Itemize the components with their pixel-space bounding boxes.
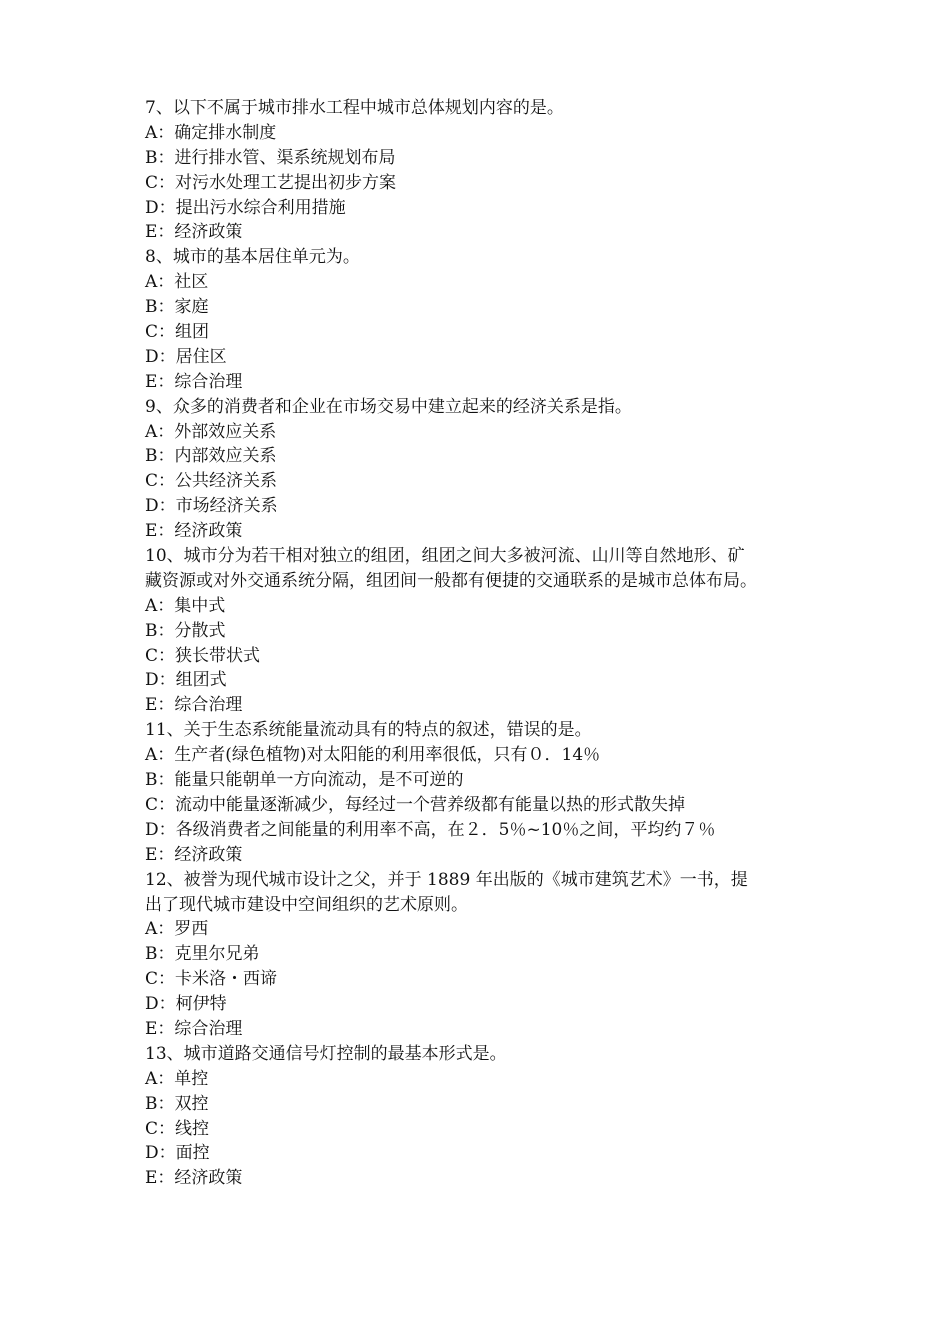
option-a: A：外部效应关系 <box>145 421 277 442</box>
option-e: E：综合治理 <box>145 695 243 716</box>
question-8 <box>145 245 825 394</box>
question-text: 11、关于生态系统能量流动具有的特点的叙述，错误的是。 <box>145 720 592 741</box>
option-d: D：柯伊特 <box>145 994 227 1015</box>
option-d: D：提出污水综合利用措施 <box>145 197 346 218</box>
option-b: B：内部效应关系 <box>145 446 277 467</box>
question-text: 10、城市分为若干相对独立的组团，组团之间大多被河流、山川等自然地形、矿 <box>145 546 745 567</box>
option-c: C：流动中能量逐渐减少，每经过一个营养级都有能量以热的形式散失掉 <box>145 794 686 815</box>
option-c: C：公共经济关系 <box>145 471 278 492</box>
option-b: B：双控 <box>145 1093 209 1114</box>
option-e: E：经济政策 <box>145 521 243 542</box>
question-9 <box>145 395 825 544</box>
option-e: E：经济政策 <box>145 222 243 243</box>
option-c: C：狭长带状式 <box>145 645 261 666</box>
option-d: D：市场经济关系 <box>145 496 278 517</box>
option-c: C：卡米洛・西谛 <box>145 969 278 990</box>
option-d: D：面控 <box>145 1143 210 1164</box>
option-d: D：居住区 <box>145 346 227 367</box>
option-b: B：家庭 <box>145 297 209 318</box>
option-a: A：确定排水制度 <box>145 122 277 143</box>
option-a: A：生产者(绿色植物)对太阳能的利用率很低，只有０．14％ <box>145 745 601 766</box>
question-13 <box>145 1042 825 1191</box>
question-list <box>145 96 825 1191</box>
option-b: B：克里尔兄弟 <box>145 944 260 965</box>
option-d: D：组团式 <box>145 670 227 691</box>
option-b: B：能量只能朝单一方向流动，是不可逆的 <box>145 770 464 791</box>
question-text: 13、城市道路交通信号灯控制的最基本形式是。 <box>145 1043 507 1064</box>
question-text: 12、被誉为现代城市设计之父，并于 1889 年出版的《城市建筑艺术》一书，提 <box>145 869 748 890</box>
option-e: E：综合治理 <box>145 1018 243 1039</box>
option-e: E：综合治理 <box>145 371 243 392</box>
option-a: A：集中式 <box>145 595 226 616</box>
question-11 <box>145 718 825 867</box>
option-a: A：社区 <box>145 272 209 293</box>
question-text: 9、众多的消费者和企业在市场交易中建立起来的经济关系是指。 <box>145 396 632 417</box>
option-e: E：经济政策 <box>145 1168 243 1189</box>
question-7 <box>145 96 825 245</box>
question-text: 8、城市的基本居住单元为。 <box>145 247 360 268</box>
question-text-continued: 藏资源或对外交通系统分隔，组团间一般都有便捷的交通联系的是城市总体布局。 <box>145 570 757 591</box>
option-e: E：经济政策 <box>145 844 243 865</box>
option-a: A：罗西 <box>145 919 209 940</box>
option-b: B：分散式 <box>145 620 226 641</box>
option-c: C：线控 <box>145 1118 210 1139</box>
question-text-continued: 出了现代城市建设中空间组织的艺术原则。 <box>145 894 468 915</box>
option-c: C：组团 <box>145 322 210 343</box>
option-d: D：各级消费者之间能量的利用率不高，在２．5％~10％之间，平均约７％ <box>145 819 716 840</box>
option-c: C：对污水处理工艺提出初步方案 <box>145 172 397 193</box>
option-b: B：进行排水管、渠系统规划布局 <box>145 147 396 168</box>
option-a: A：单控 <box>145 1068 209 1089</box>
question-10 <box>145 544 825 718</box>
question-text: 7、以下不属于城市排水工程中城市总体规划内容的是。 <box>145 98 564 118</box>
question-12 <box>145 868 825 1042</box>
